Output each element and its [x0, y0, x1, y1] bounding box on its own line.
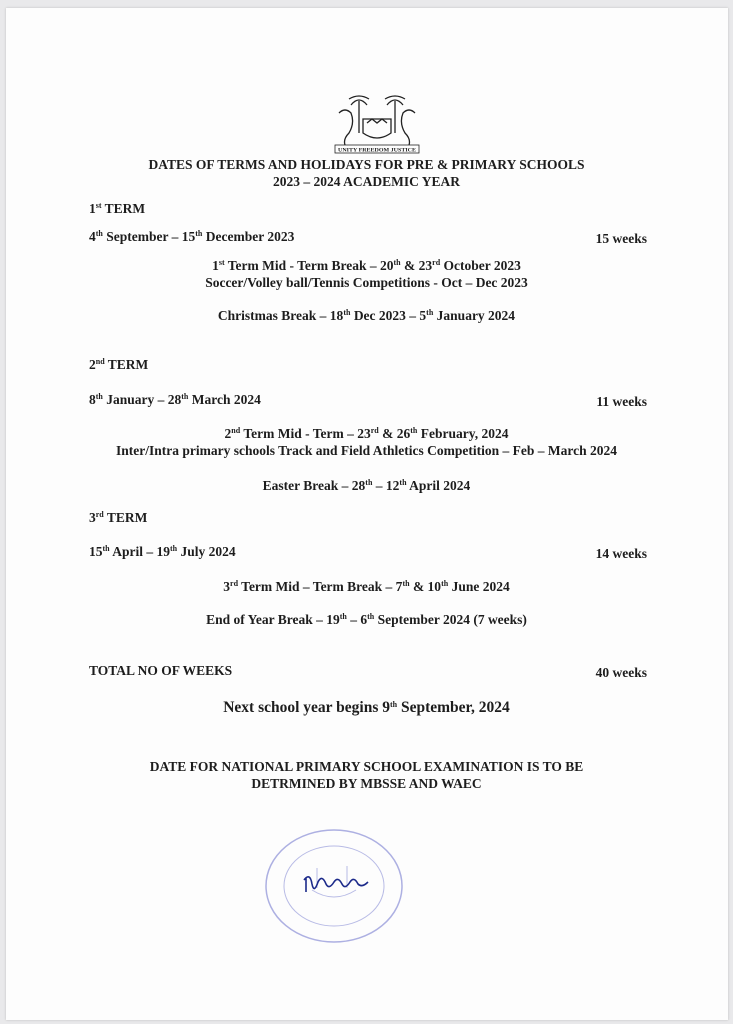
text-segment: January 2024: [433, 308, 516, 323]
christmas-break: [0, 308, 733, 324]
text-segment: 3: [89, 510, 96, 525]
text-segment: 15 weeks: [595, 231, 647, 246]
ordinal-suffix: th: [389, 700, 398, 709]
text-segment: DETRMINED BY MBSSE AND WAEC: [251, 776, 482, 791]
coat-of-arms-emblem: [331, 93, 423, 155]
term2-heading: [89, 357, 148, 373]
text-segment: TERM: [101, 201, 146, 216]
text-segment: 2: [89, 357, 96, 372]
text-segment: September 2024 (7 weeks): [374, 612, 527, 627]
text-segment: Term Mid – Term Break – 7: [238, 579, 403, 594]
text-segment: – 12: [372, 478, 400, 493]
text-segment: 40 weeks: [595, 665, 647, 680]
academic-year-subtitle: 2023 – 2024 ACADEMIC YEAR: [272, 174, 460, 189]
term1-midterm: [0, 258, 733, 274]
text-segment: Christmas Break – 18: [217, 308, 344, 323]
term3-weeks: [596, 546, 647, 562]
next-school-year: [0, 700, 733, 716]
ordinal-suffix: th: [95, 392, 103, 401]
text-segment: 15: [89, 544, 103, 559]
text-segment: July 2024: [177, 544, 236, 559]
ordinal-suffix: rd: [432, 258, 441, 267]
ordinal-suffix: st: [218, 258, 225, 267]
exam-note-1: [0, 759, 733, 775]
text-segment: April – 19: [109, 544, 171, 559]
text-segment: Term Mid - Term – 23: [240, 426, 371, 441]
text-segment: 3: [223, 579, 231, 594]
text-segment: 14 weeks: [595, 546, 647, 561]
term3-heading: [89, 510, 147, 526]
ordinal-suffix: th: [441, 579, 449, 588]
ordinal-suffix: rd: [370, 426, 379, 435]
ordinal-suffix: th: [410, 426, 418, 435]
text-segment: DATE FOR NATIONAL PRIMARY SCHOOL EXAMINATION IS TO BE: [149, 759, 584, 774]
term1-heading: [89, 201, 145, 217]
text-segment: TERM: [103, 510, 148, 525]
text-segment: Easter Break – 28: [262, 478, 366, 493]
ordinal-suffix: th: [402, 579, 410, 588]
text-segment: April 2024: [406, 478, 471, 493]
text-segment: October 2023: [440, 258, 521, 273]
term3-dates: [89, 544, 236, 560]
text-segment: 1: [89, 201, 96, 216]
text-segment: September, 2024: [397, 699, 510, 716]
text-segment: End of Year Break – 19: [206, 612, 340, 627]
term1-dates: [89, 229, 294, 245]
text-segment: 4: [89, 229, 96, 244]
text-segment: 11 weeks: [596, 394, 647, 409]
term2-midterm: [0, 426, 733, 442]
exam-note-2: [0, 776, 733, 792]
ordinal-suffix: th: [170, 544, 178, 553]
total-weeks-value: [596, 665, 647, 681]
text-segment: February, 2024: [417, 426, 509, 441]
official-stamp: [262, 828, 412, 948]
text-segment: June 2024: [448, 579, 510, 594]
ordinal-suffix: th: [393, 258, 401, 267]
signature: [304, 877, 368, 892]
ordinal-suffix: rd: [95, 510, 104, 519]
term3-midterm: [0, 579, 733, 595]
document-title: DATES OF TERMS AND HOLIDAYS FOR PRE & PRIMARY SCHOOLS: [148, 157, 585, 172]
text-segment: 8: [89, 392, 96, 407]
text-segment: Dec 2023 – 5: [350, 308, 427, 323]
text-segment: 1: [212, 258, 219, 273]
ordinal-suffix: nd: [95, 357, 105, 366]
text-segment: & 26: [378, 426, 411, 441]
ordinal-suffix: th: [365, 478, 373, 487]
text-segment: January – 28: [102, 392, 182, 407]
term2-weeks: [596, 394, 647, 410]
term2-competitions: [0, 443, 733, 459]
easter-break: [0, 478, 733, 494]
ordinal-suffix: th: [343, 308, 351, 317]
text-segment: March 2024: [188, 392, 261, 407]
term1-competitions: [0, 275, 733, 291]
text-segment: Term Mid - Term Break – 20: [224, 258, 394, 273]
ordinal-suffix: nd: [231, 426, 241, 435]
term1-weeks: [596, 231, 647, 247]
ordinal-suffix: rd: [230, 579, 239, 588]
text-segment: Soccer/Volley ball/Tennis Competitions - Oct – Dec 2023: [205, 275, 528, 290]
text-segment: & 10: [409, 579, 442, 594]
ordinal-suffix: th: [181, 392, 189, 401]
text-segment: – 6: [346, 612, 368, 627]
end-of-year-break: [0, 612, 733, 628]
ordinal-suffix: th: [367, 612, 375, 621]
total-weeks-label: [89, 663, 232, 679]
term2-dates: [89, 392, 261, 408]
ordinal-suffix: st: [95, 201, 102, 210]
text-segment: December 2023: [202, 229, 295, 244]
text-segment: TERM: [104, 357, 149, 372]
text-segment: Inter/Intra primary schools Track and Field Athletics Competition – Feb – March 2024: [116, 443, 617, 458]
crest-motto: UNITY FREEDOM JUSTICE: [338, 147, 417, 154]
text-segment: September – 15: [102, 229, 196, 244]
text-segment: 2: [224, 426, 232, 441]
text-segment: & 23: [400, 258, 433, 273]
ordinal-suffix: th: [95, 229, 103, 238]
ordinal-suffix: th: [339, 612, 347, 621]
ordinal-suffix: th: [399, 478, 407, 487]
ordinal-suffix: th: [195, 229, 203, 238]
text-segment: TOTAL NO OF WEEKS: [89, 663, 233, 678]
ordinal-suffix: th: [102, 544, 110, 553]
text-segment: Next school year begins 9: [223, 699, 390, 716]
ordinal-suffix: th: [426, 308, 434, 317]
